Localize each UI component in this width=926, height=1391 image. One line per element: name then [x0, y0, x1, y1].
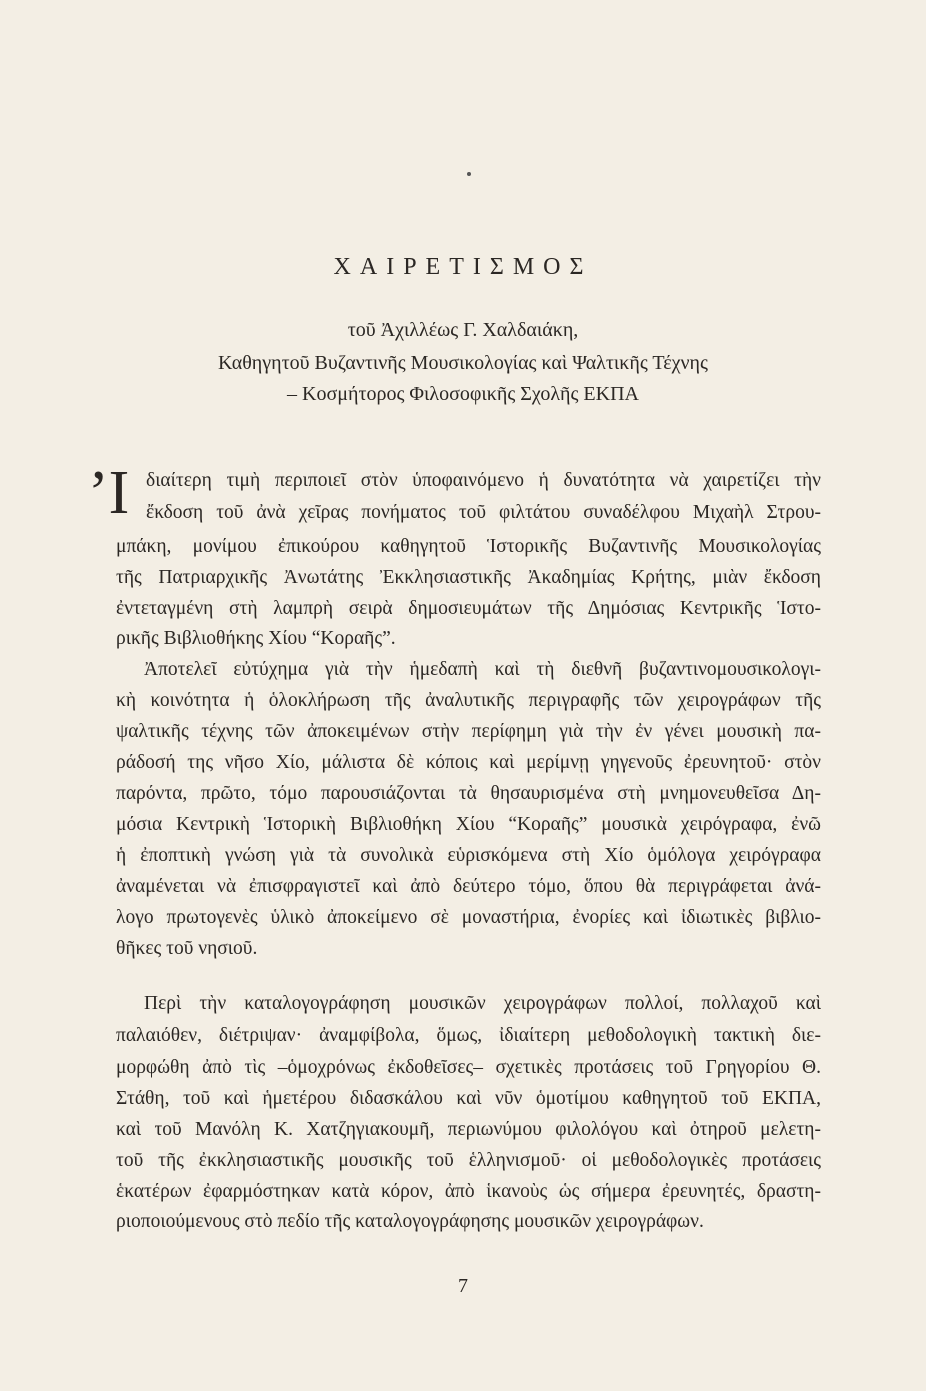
drop-cap: ’Ι — [88, 459, 130, 527]
text-line: ἀναμένεται νὰ ἐπισφραγιστεῖ καὶ ἀπὸ δεύτερο τόμο, ὅπου θὰ περιγράφεται ἀνά- — [116, 876, 821, 897]
text-line: ρικῆς Βιβλιοθήκης Χίου “Κοραῆς”. — [116, 628, 396, 649]
text-line: διαίτερη τιμὴ περιποιεῖ στὸν ὑποφαινόμενο ἡ δυνατότητα νὰ χαιρετίζει τὴν — [146, 470, 821, 491]
text-line: ράδοσή της νῆσο Χίο, μάλιστα δὲ κόποις καὶ μερίμνῃ γηγενοῦς ἐρευνητοῦ· στὸν — [116, 752, 821, 773]
page-title: ΧΑΙΡΕΤΙΣΜΟΣ — [333, 254, 593, 280]
text-line: Στάθη, τοῦ καὶ ἡμετέρου διδασκάλου καὶ νῦν ὁμοτίμου καθηγητοῦ τοῦ ΕΚΠΑ, — [116, 1088, 821, 1109]
text-line: μόσια Κεντρικὴ Ἱστορικὴ Βιβλιοθήκη Χίου “Κοραῆς” μουσικὰ χειρόγραφα, ἐνῶ — [116, 814, 821, 835]
text-line: θῆκες τοῦ νησιοῦ. — [116, 938, 258, 959]
text-line: ψαλτικῆς τέχνης τῶν ἀποκειμένων στὴν περίφημη γιὰ τὴν ἐν γένει μουσικὴ πα- — [116, 721, 821, 742]
text-line: ἔκδοση τοῦ ἀνὰ χεῖρας πονήματος τοῦ φιλτάτου συναδέλφου Μιχαὴλ Στρου- — [146, 502, 821, 523]
text-line: ἡ ἐποπτικὴ γνώση γιὰ τὰ συνολικὰ εὑρισκόμενα στὴ Χίο ὁμόλογα χειρόγραφα — [116, 845, 821, 866]
text-line: λογο πρωτογενὲς ὑλικὸ ἀποκείμενο σὲ μοναστήρια, ἐνορίες καὶ ἰδιωτικὲς βιβλιο- — [116, 907, 821, 928]
text-line: Ἀποτελεῖ εὐτύχημα γιὰ τὴν ἡμεδαπὴ καὶ τὴ διεθνῆ βυζαντινομουσικολογι- — [144, 659, 821, 680]
text-line: ριοποιούμενους στὸ πεδίο τῆς καταλογογράφησης μουσικῶν χειρογράφων. — [116, 1211, 704, 1232]
author-line: τοῦ Ἀχιλλέως Γ. Χαλδαιάκη, — [347, 319, 579, 341]
text-line: κὴ κοινότητα ἡ ὁλοκλήρωση τῆς ἀναλυτικῆς περιγραφῆς τῶν χειρογράφων τῆς — [116, 690, 821, 711]
page-number: 7 — [458, 1275, 468, 1297]
text-line: τῆς Πατριαρχικῆς Ἀνωτάτης Ἐκκλησιαστικῆς Ἀκαδημίας Κρήτης, μιὰν ἔκδοση — [116, 567, 821, 588]
text-line: παρόντα, πρῶτο, τόμο παρουσιάζονται τὰ θησαυρισμένα στὴ μνημονευθεῖσα Δη- — [116, 783, 821, 804]
ink-dot — [467, 172, 471, 176]
text-line: τοῦ τῆς ἐκκλησιαστικῆς μουσικῆς τοῦ ἑλληνισμοῦ· οἱ μεθοδολογικὲς προτάσεις — [116, 1150, 821, 1171]
text-line: ἐντεταγμένη στὴ λαμπρὴ σειρὰ δημοσιευμάτων τῆς Δημόσιας Κεντρικῆς Ἱστο- — [116, 598, 821, 619]
author-dean-line: – Κοσμήτορος Φιλοσοφικῆς Σχολῆς ΕΚΠΑ — [287, 383, 639, 405]
text-line: καὶ τοῦ Μανόλη Κ. Χατζηγιακουμῆ, περιωνύμου φιλολόγου καὶ ὀτηροῦ μελετη- — [116, 1119, 821, 1140]
text-line: παλαιόθεν, διέτριψαν· ἀναμφίβολα, ὅμως, ἰδιαίτερη μεθοδολογικὴ τακτικὴ διε- — [116, 1025, 821, 1046]
text-line: μορφώθη ἀπὸ τὶς –ὁμοχρόνως ἐκδοθεῖσες– σχετικὲς προτάσεις τοῦ Γρηγορίου Θ. — [116, 1057, 821, 1078]
text-line: μπάκη, μονίμου ἐπικούρου καθηγητοῦ Ἱστορικῆς Βυζαντινῆς Μουσικολογίας — [116, 536, 821, 557]
text-line: Περὶ τὴν καταλογογράφηση μουσικῶν χειρογράφων πολλοί, πολλαχοῦ καὶ — [144, 993, 821, 1014]
author-role-line: Καθηγητοῦ Βυζαντινῆς Μουσικολογίας καὶ Ψαλτικῆς Τέχνης — [218, 352, 708, 374]
text-line: ἑκατέρων ἐφαρμόστηκαν κατὰ κόρον, ἀπὸ ἱκανοὺς ὡς σήμερα ἐρευνητές, δραστη- — [116, 1181, 821, 1202]
